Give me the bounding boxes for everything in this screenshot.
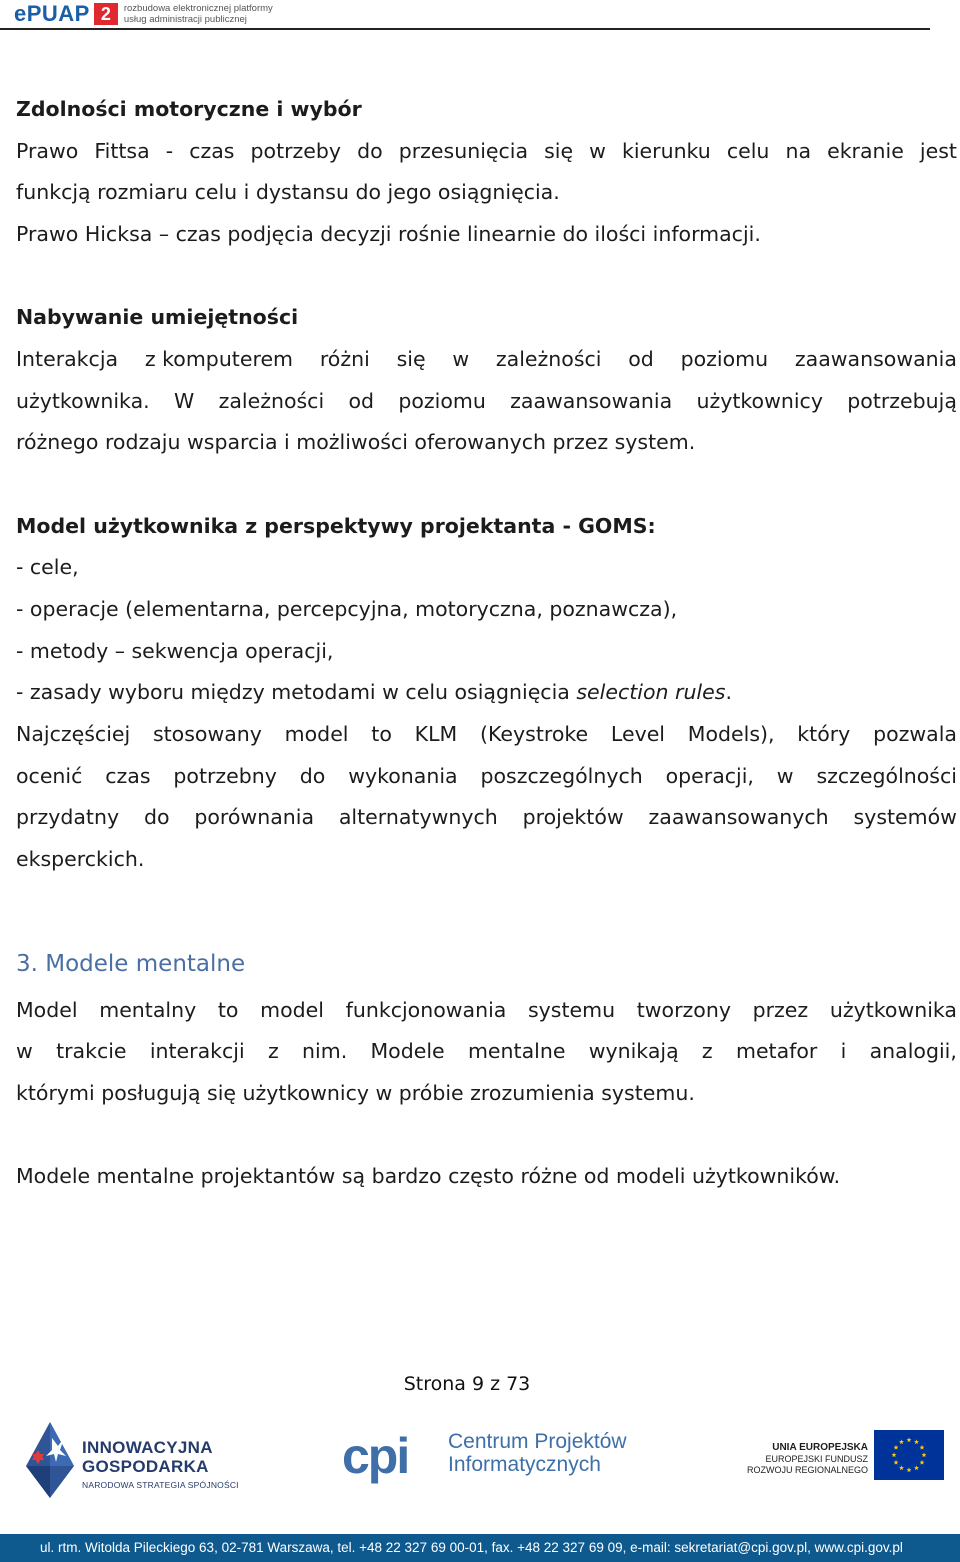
word: czas <box>189 139 235 163</box>
ig-line-1: INNOWACYJNA <box>82 1438 213 1457</box>
heading-goms: Model użytkownika z perspektywy projektanta - GOMS: <box>16 514 656 538</box>
word: wykonania <box>348 764 458 788</box>
innowacyjna-gospodarka-logo <box>22 1420 242 1500</box>
page-number: Strona 9 z 73 <box>403 1373 531 1395</box>
eu-star-icon <box>920 1445 925 1450</box>
motor-line-2: funkcją rozmiaru celu i dystansu do jego osiągnięcia. <box>16 180 560 204</box>
eu-star-icon <box>914 1465 919 1470</box>
word: użytkownika <box>829 998 957 1022</box>
word: KLM <box>414 722 458 746</box>
word: przez <box>752 998 809 1022</box>
eu-star-icon <box>899 1439 904 1444</box>
ig-line-2: GOSPODARKA <box>82 1457 209 1476</box>
word: model <box>284 722 349 746</box>
goms-item-methods: - metody – sekwencja operacji, <box>16 639 334 663</box>
eu-star-icon <box>907 1437 912 1442</box>
word: potrzebują <box>847 389 957 413</box>
word: który <box>797 722 851 746</box>
footer-logos <box>0 1412 960 1512</box>
goms-rules-italic: selection rules <box>576 680 726 704</box>
word: i <box>840 1039 847 1063</box>
eu-star-icon <box>920 1460 925 1465</box>
word: Model <box>16 998 78 1022</box>
word: analogii, <box>869 1039 957 1063</box>
epuap-logo <box>14 2 273 26</box>
word: model <box>260 998 324 1022</box>
word: w <box>16 1039 33 1063</box>
motor-line-3: Prawo Hicksa – czas podjęcia decyzji rośnie linearnie do ilości informacji. <box>16 222 761 246</box>
word: potrzeby <box>250 139 342 163</box>
word: z komputerem <box>144 347 294 371</box>
word: wynikają <box>588 1039 679 1063</box>
word: porównania <box>194 805 315 829</box>
word: do <box>299 764 326 788</box>
word: poziomu <box>398 389 486 413</box>
word: zaawansowania <box>510 389 673 413</box>
eu-line-1: UNIA EUROPEJSKA <box>772 1442 868 1453</box>
word: użytkownika. <box>16 389 150 413</box>
mental-line-4: Modele mentalne projektantów są bardzo często różne od modeli użytkowników. <box>16 1164 841 1188</box>
word: od <box>628 347 654 371</box>
word: (Keystroke <box>479 722 589 746</box>
word: mentalne <box>467 1039 566 1063</box>
cpi-mark: cpi <box>342 1428 409 1484</box>
skills-line-3: różnego rodzaju wsparcia i możliwości oferowanych przez system. <box>16 430 696 454</box>
word: operacji, <box>665 764 754 788</box>
word: mentalny <box>99 998 197 1022</box>
word: na <box>785 139 812 163</box>
heading-motor-skills: Zdolności motoryczne i wybór <box>16 97 362 121</box>
klm-line-3 <box>16 796 957 838</box>
word: użytkownicy <box>696 389 823 413</box>
ig-line-3: NARODOWA STRATEGIA SPÓJNOŚCI <box>82 1480 239 1490</box>
motor-line-1 <box>16 130 957 172</box>
goms-rules-prefix: - zasady wyboru między metodami w celu osiągnięcia <box>16 680 577 704</box>
word: systemów <box>853 805 957 829</box>
epuap-tagline-line-1: rozbudowa elektronicznej platformy <box>123 3 273 14</box>
word: interakcji <box>149 1039 245 1063</box>
word: systemu <box>527 998 616 1022</box>
word: szczególności <box>816 764 957 788</box>
word: zaawansowanych <box>648 805 829 829</box>
word: funkcjonowania <box>345 998 507 1022</box>
word: celu <box>726 139 770 163</box>
heading-skills: Nabywanie umiejętności <box>16 305 299 329</box>
cpi-logo <box>342 1428 642 1488</box>
eu-logo <box>740 1430 945 1490</box>
eu-star-icon <box>907 1467 912 1472</box>
header-divider <box>0 28 930 30</box>
eu-text <box>740 1442 868 1476</box>
goms-item-selection-rules <box>16 671 732 713</box>
word: poziomu <box>680 347 769 371</box>
word: z <box>267 1039 279 1063</box>
ig-emblem-icon <box>22 1420 78 1500</box>
cpi-line-2: Informatycznych <box>448 1453 601 1476</box>
eu-star-icon <box>892 1452 897 1457</box>
epuap-tagline-line-2: usług administracji publicznej <box>123 14 247 25</box>
word: zaawansowania <box>794 347 957 371</box>
word: się <box>544 139 574 163</box>
word: w <box>776 764 794 788</box>
word: potrzebny <box>173 764 277 788</box>
word: projektów <box>522 805 624 829</box>
word: przydatny <box>16 805 120 829</box>
word: W <box>173 389 195 413</box>
word: stosowany <box>152 722 262 746</box>
word: Fittsa <box>94 139 150 163</box>
eu-star-icon <box>894 1445 899 1450</box>
klm-line-2 <box>16 755 957 797</box>
word: czas <box>105 764 151 788</box>
eu-star-icon <box>894 1460 899 1465</box>
word: przesunięcia <box>398 139 529 163</box>
mental-line-1 <box>16 989 957 1031</box>
word: z <box>701 1039 713 1063</box>
word: od <box>348 389 375 413</box>
eu-flag-icon <box>874 1430 944 1480</box>
cpi-line-1: Centrum Projektów <box>448 1430 627 1453</box>
word: kierunku <box>621 139 711 163</box>
word: Najczęściej <box>16 722 131 746</box>
word: pozwala <box>873 722 957 746</box>
word: zależności <box>495 347 602 371</box>
skills-line-2 <box>16 380 957 422</box>
eu-line-2: EUROPEJSKI FUNDUSZ <box>765 1454 868 1464</box>
word: Models), <box>687 722 775 746</box>
word: się <box>396 347 426 371</box>
klm-line-1 <box>16 713 957 755</box>
word: trakcie <box>56 1039 127 1063</box>
goms-rules-suffix: . <box>725 680 732 704</box>
eu-star-icon <box>899 1465 904 1470</box>
word: do <box>143 805 170 829</box>
word: - <box>165 139 174 163</box>
word: Level <box>610 722 666 746</box>
word: do <box>357 139 383 163</box>
eu-star-icon <box>922 1452 927 1457</box>
epuap-tagline <box>124 3 273 25</box>
word: tworzony <box>636 998 731 1022</box>
word: alternatywnych <box>338 805 498 829</box>
eu-line-3: ROZWOJU REGIONALNEGO <box>746 1465 868 1475</box>
word: w <box>452 347 470 371</box>
word: różni <box>319 347 370 371</box>
eu-stars-icon <box>874 1430 944 1480</box>
word: zależności <box>218 389 325 413</box>
klm-line-4: eksperckich. <box>16 847 145 871</box>
mental-line-3: którymi posługują się użytkownicy w próbie zrozumienia systemu. <box>16 1081 695 1105</box>
word: jest <box>919 139 957 163</box>
skills-line-1 <box>16 338 957 380</box>
address-bar <box>0 1534 960 1562</box>
mental-line-2 <box>16 1030 957 1072</box>
word: ekranie <box>827 139 904 163</box>
epuap-logo-text: ePUAP <box>14 1 90 26</box>
word: nim. <box>302 1039 348 1063</box>
word: to <box>371 722 392 746</box>
word: metafor <box>735 1039 818 1063</box>
word: Modele <box>370 1039 445 1063</box>
word: poszczególnych <box>480 764 643 788</box>
word: Interakcja <box>16 347 119 371</box>
goms-item-operators: - operacje (elementarna, percepcyjna, motoryczna, poznawcza), <box>16 597 678 621</box>
word: to <box>217 998 239 1022</box>
goms-item-goals: - cele, <box>16 555 79 579</box>
ig-text <box>82 1438 239 1491</box>
cpi-text <box>448 1430 627 1476</box>
word: ocenić <box>16 764 83 788</box>
epuap-logo-number: 2 <box>94 3 118 25</box>
word: Prawo <box>16 139 79 163</box>
page-header <box>0 0 960 30</box>
word: w <box>589 139 606 163</box>
address-text: ul. rtm. Witolda Pileckiego 63, 02-781 Warszawa, tel. +48 22 327 69 00-01, fax. +48 22 327 69 09, e-mail: sekretariat@cpi.gov.pl, www.cpi.gov.pl <box>40 1540 903 1555</box>
eu-star-icon <box>914 1439 919 1444</box>
heading-mental-models: 3. Modele mentalne <box>16 951 246 977</box>
